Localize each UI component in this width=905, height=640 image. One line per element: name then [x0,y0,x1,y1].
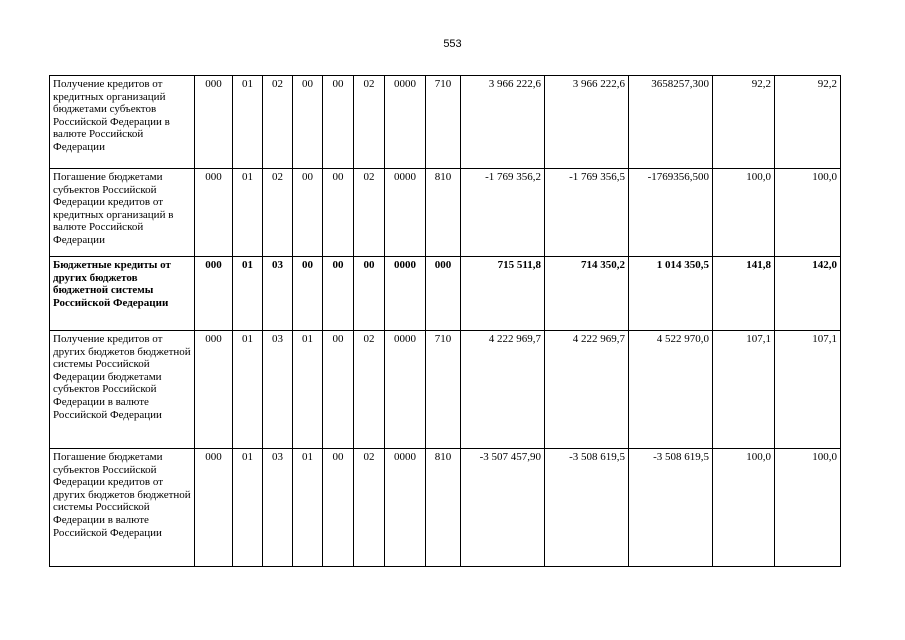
code-cell: 000 [195,169,233,257]
value-cell: 4 222 969,7 [545,331,629,449]
code-cell: 0000 [385,76,426,169]
name-cell: Погашение бюджетами субъектов Российской Федерации кредитов от других бюджетов бюджетной системы Российской Федерации в валюте Российской Федерации [50,449,195,567]
value-cell: 92,2 [775,76,841,169]
value-cell: -1769356,500 [629,169,713,257]
code-cell: 00 [293,169,323,257]
value-cell: -3 508 619,5 [545,449,629,567]
value-cell: 142,0 [775,257,841,331]
code-cell: 01 [233,76,263,169]
code-cell: 710 [426,76,461,169]
table-row [50,169,841,257]
name-cell: Получение кредитов от других бюджетов бюджетной системы Российской Федерации бюджетами субъектов Российской Федерации в валюте Российской Федерации [50,331,195,449]
value-cell: 100,0 [775,449,841,567]
value-cell: -3 507 457,90 [461,449,545,567]
value-cell: 715 511,8 [461,257,545,331]
value-cell: 92,2 [713,76,775,169]
value-cell: 4 222 969,7 [461,331,545,449]
code-cell: 000 [195,257,233,331]
code-cell: 01 [233,257,263,331]
code-cell: 00 [293,76,323,169]
code-cell: 000 [195,76,233,169]
name-cell: Погашение бюджетами субъектов Российской Федерации кредитов от кредитных организаций в валюте Российской Федерации [50,169,195,257]
value-cell: -1 769 356,5 [545,169,629,257]
value-cell: 100,0 [713,449,775,567]
code-cell: 00 [323,169,354,257]
name-cell: Бюджетные кредиты от других бюджетов бюджетной системы Российской Федерации [50,257,195,331]
code-cell: 00 [354,257,385,331]
code-cell: 02 [263,76,293,169]
code-cell: 000 [195,449,233,567]
code-cell: 710 [426,331,461,449]
code-cell: 01 [293,449,323,567]
code-cell: 01 [293,331,323,449]
code-cell: 03 [263,257,293,331]
value-cell: 3 966 222,6 [461,76,545,169]
value-cell: -1 769 356,2 [461,169,545,257]
value-cell: 107,1 [713,331,775,449]
code-cell: 000 [426,257,461,331]
code-cell: 0000 [385,449,426,567]
code-cell: 01 [233,169,263,257]
code-cell: 810 [426,449,461,567]
code-cell: 02 [354,331,385,449]
code-cell: 02 [354,169,385,257]
code-cell: 03 [263,331,293,449]
value-cell: 3 966 222,6 [545,76,629,169]
code-cell: 03 [263,449,293,567]
code-cell: 0000 [385,331,426,449]
value-cell: 141,8 [713,257,775,331]
code-cell: 0000 [385,257,426,331]
code-cell: 02 [354,76,385,169]
value-cell: -3 508 619,5 [629,449,713,567]
value-cell: 107,1 [775,331,841,449]
code-cell: 01 [233,331,263,449]
code-cell: 02 [354,449,385,567]
value-cell: 714 350,2 [545,257,629,331]
value-cell: 100,0 [713,169,775,257]
code-cell: 00 [323,257,354,331]
value-cell: 100,0 [775,169,841,257]
code-cell: 00 [323,76,354,169]
code-cell: 0000 [385,169,426,257]
table-row [50,331,841,449]
code-cell: 00 [293,257,323,331]
table-row [50,257,841,331]
page-number: 553 [443,38,462,50]
budget-table [49,75,841,567]
code-cell: 00 [323,449,354,567]
value-cell: 3658257,300 [629,76,713,169]
table-row [50,449,841,567]
code-cell: 00 [323,331,354,449]
value-cell: 1 014 350,5 [629,257,713,331]
value-cell: 4 522 970,0 [629,331,713,449]
code-cell: 01 [233,449,263,567]
name-cell: Получение кредитов от кредитных организаций бюджетами субъектов Российской Федерации в валюте Российской Федерации [50,76,195,169]
table-row [50,76,841,169]
table-body [50,76,841,567]
code-cell: 000 [195,331,233,449]
code-cell: 810 [426,169,461,257]
code-cell: 02 [263,169,293,257]
